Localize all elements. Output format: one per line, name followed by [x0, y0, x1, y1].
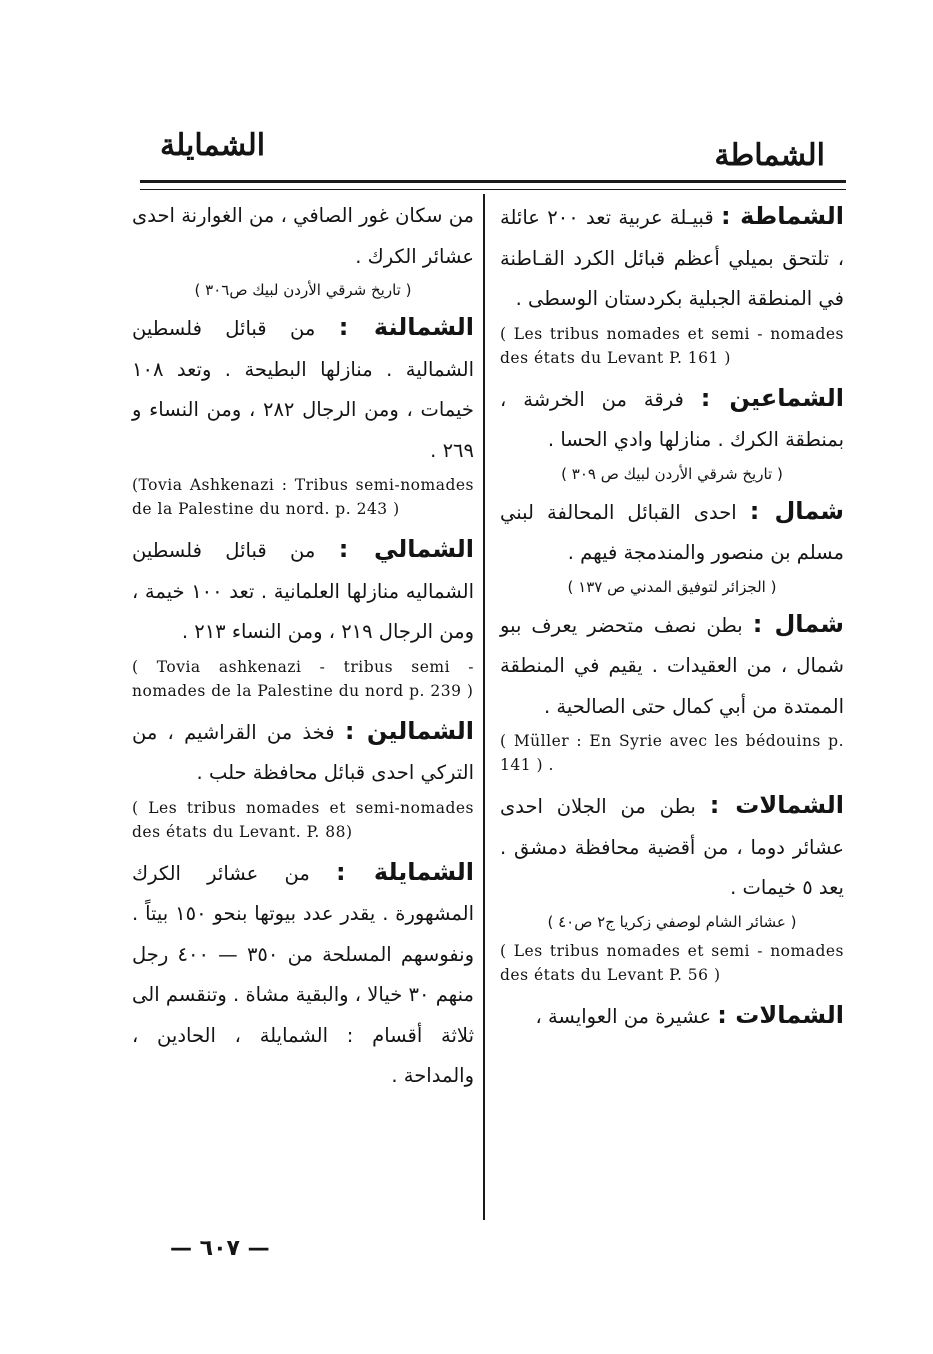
entry-shamayla: [132, 852, 474, 1097]
left-column: [132, 196, 474, 1097]
entry-headword: الشمالات :: [709, 791, 845, 819]
entry-headword: شمال :: [749, 496, 845, 525]
entry-text: من قبائل فلسطين الشمالية . منازلها البطيحة . وتعد ١٠٨ خيمات ، ومن الرجال ٢٨٢ ، ومن النساء و ٢٦٩ .: [132, 317, 474, 462]
entry-shamalin: [132, 711, 474, 844]
entry-source: ( تاريخ شرقي الأردن لبيك ص٣٠٦ ): [194, 281, 412, 299]
running-head-right: الشماطة: [714, 138, 825, 173]
entry-shamalna: [132, 307, 474, 521]
column-divider: [483, 194, 485, 1220]
entry-shamalat-2: [500, 995, 844, 1038]
entry-source: ( Müller : En Syrie avec les bédouins p. 141 ) .: [500, 732, 844, 774]
entry-headword: الشماطة :: [721, 202, 845, 230]
entry-headword: الشمالنة :: [338, 313, 475, 341]
running-head-left: الشمايلة: [160, 128, 266, 163]
entry-source: ( Les tribus nomades et semi-nomades des états du Levant. P. 88): [132, 798, 474, 841]
page-number: — ٦٠٧ —: [170, 1236, 270, 1261]
entry-headword: الشمالات :: [717, 1000, 844, 1029]
entry-text: من قبائل فلسطين الشماليه منازلها العلمانية . تعد ١٠٠ خيمة ، ومن الرجال ٢١٩ ، ومن النساء ٢١٣ .: [132, 539, 474, 643]
entry-text: بطن نصف متحضر يعرف ببو شمال ، من العقيدات . يقيم في المنطقة الممتدة من أبي كمال حتى الصالحية .: [500, 613, 844, 718]
header-rule-thick: [140, 180, 846, 183]
entry-text: قبيـلة عربية تعد ٢٠٠ عائلة ، تلتحق بميلي أعظم قبائل الكرد القـاطنة في المنطقة الجبلية بكردستان الوسطى .: [500, 206, 844, 310]
entry-text: عشيرة من العوايسة ،: [535, 1004, 712, 1028]
entry-text: احدى القبائل المحالفة لبني مسلم بن منصور والمندمجة فيهم .: [500, 500, 844, 564]
entry-text: من عشائر الكرك المشهورة . يقدر عدد بيوتها بنحو ١٥٠ بيتاً . ونفوسهم المسلحة من ٣٥٠ — ٤٠٠ رجل منهم ٣٠ خيالا ، والبقية مشاة . وتنقسم الى ثلاثة أقسام : الشمايلة ، الحادين ، والمداحة .: [132, 861, 475, 1087]
running-header: [0, 128, 933, 188]
entry-headword: الشمايلة :: [335, 857, 475, 886]
entry-headword: الشمالي :: [338, 535, 474, 563]
entry-source: ( الجزائر لتوفيق المدني ص ١٣٧ ): [567, 577, 777, 596]
entry-source: ( تاريخ شرقي الأردن لبيك ص ٣٠٩ ): [561, 464, 783, 483]
entry-shamain: [500, 378, 844, 487]
entry-source: (Tovia Ashkenazi : Tribus semi-nomades de la Palestine du nord. p. 243 ): [132, 476, 474, 518]
entry-text: فرقة من الخرشة ، بمنطقة الكرك . منازلها وادي الحسا .: [500, 387, 844, 451]
entry-source: ( Tovia ashkenazi - tribus semi - nomades de la Palestine du nord p. 239 ): [132, 657, 474, 700]
entry-text: بطن من الجلان احدى عشائر دوما ، من أقضية محافظة دمشق . يعد ٥ خيمات .: [500, 795, 844, 899]
entry-headword: شمال :: [752, 609, 844, 638]
right-column: [500, 196, 844, 1037]
entry-source: ( Les tribus nomades et semi - nomades des états du Levant P. 161 ): [500, 324, 844, 367]
entry-text: فخذ من القراشيم ، من التركي احدى قبائل محافظة حلب .: [132, 720, 474, 784]
entry-headword: الشماعين :: [700, 383, 844, 412]
entry-headword: الشمالين :: [344, 716, 475, 745]
entry-shamalat-1: [500, 785, 844, 987]
entry-shamal-2: [500, 604, 844, 778]
entry-source: ( Les tribus nomades et semi - nomades des états du Levant P. 56 ): [500, 941, 844, 984]
entry-continuation: [132, 196, 474, 303]
entry-shamata: [500, 196, 844, 370]
entry-shamal-1: [500, 491, 844, 600]
header-rule-thin: [140, 189, 846, 190]
entry-source-arabic: ( عشائر الشام لوصفي زكريا ج٢ ص٤٠ ): [547, 912, 797, 931]
entry-text: من سكان غور الصافي ، من الغوارنة احدى عشائر الكرك .: [132, 204, 474, 268]
entry-shamali: [132, 529, 474, 703]
